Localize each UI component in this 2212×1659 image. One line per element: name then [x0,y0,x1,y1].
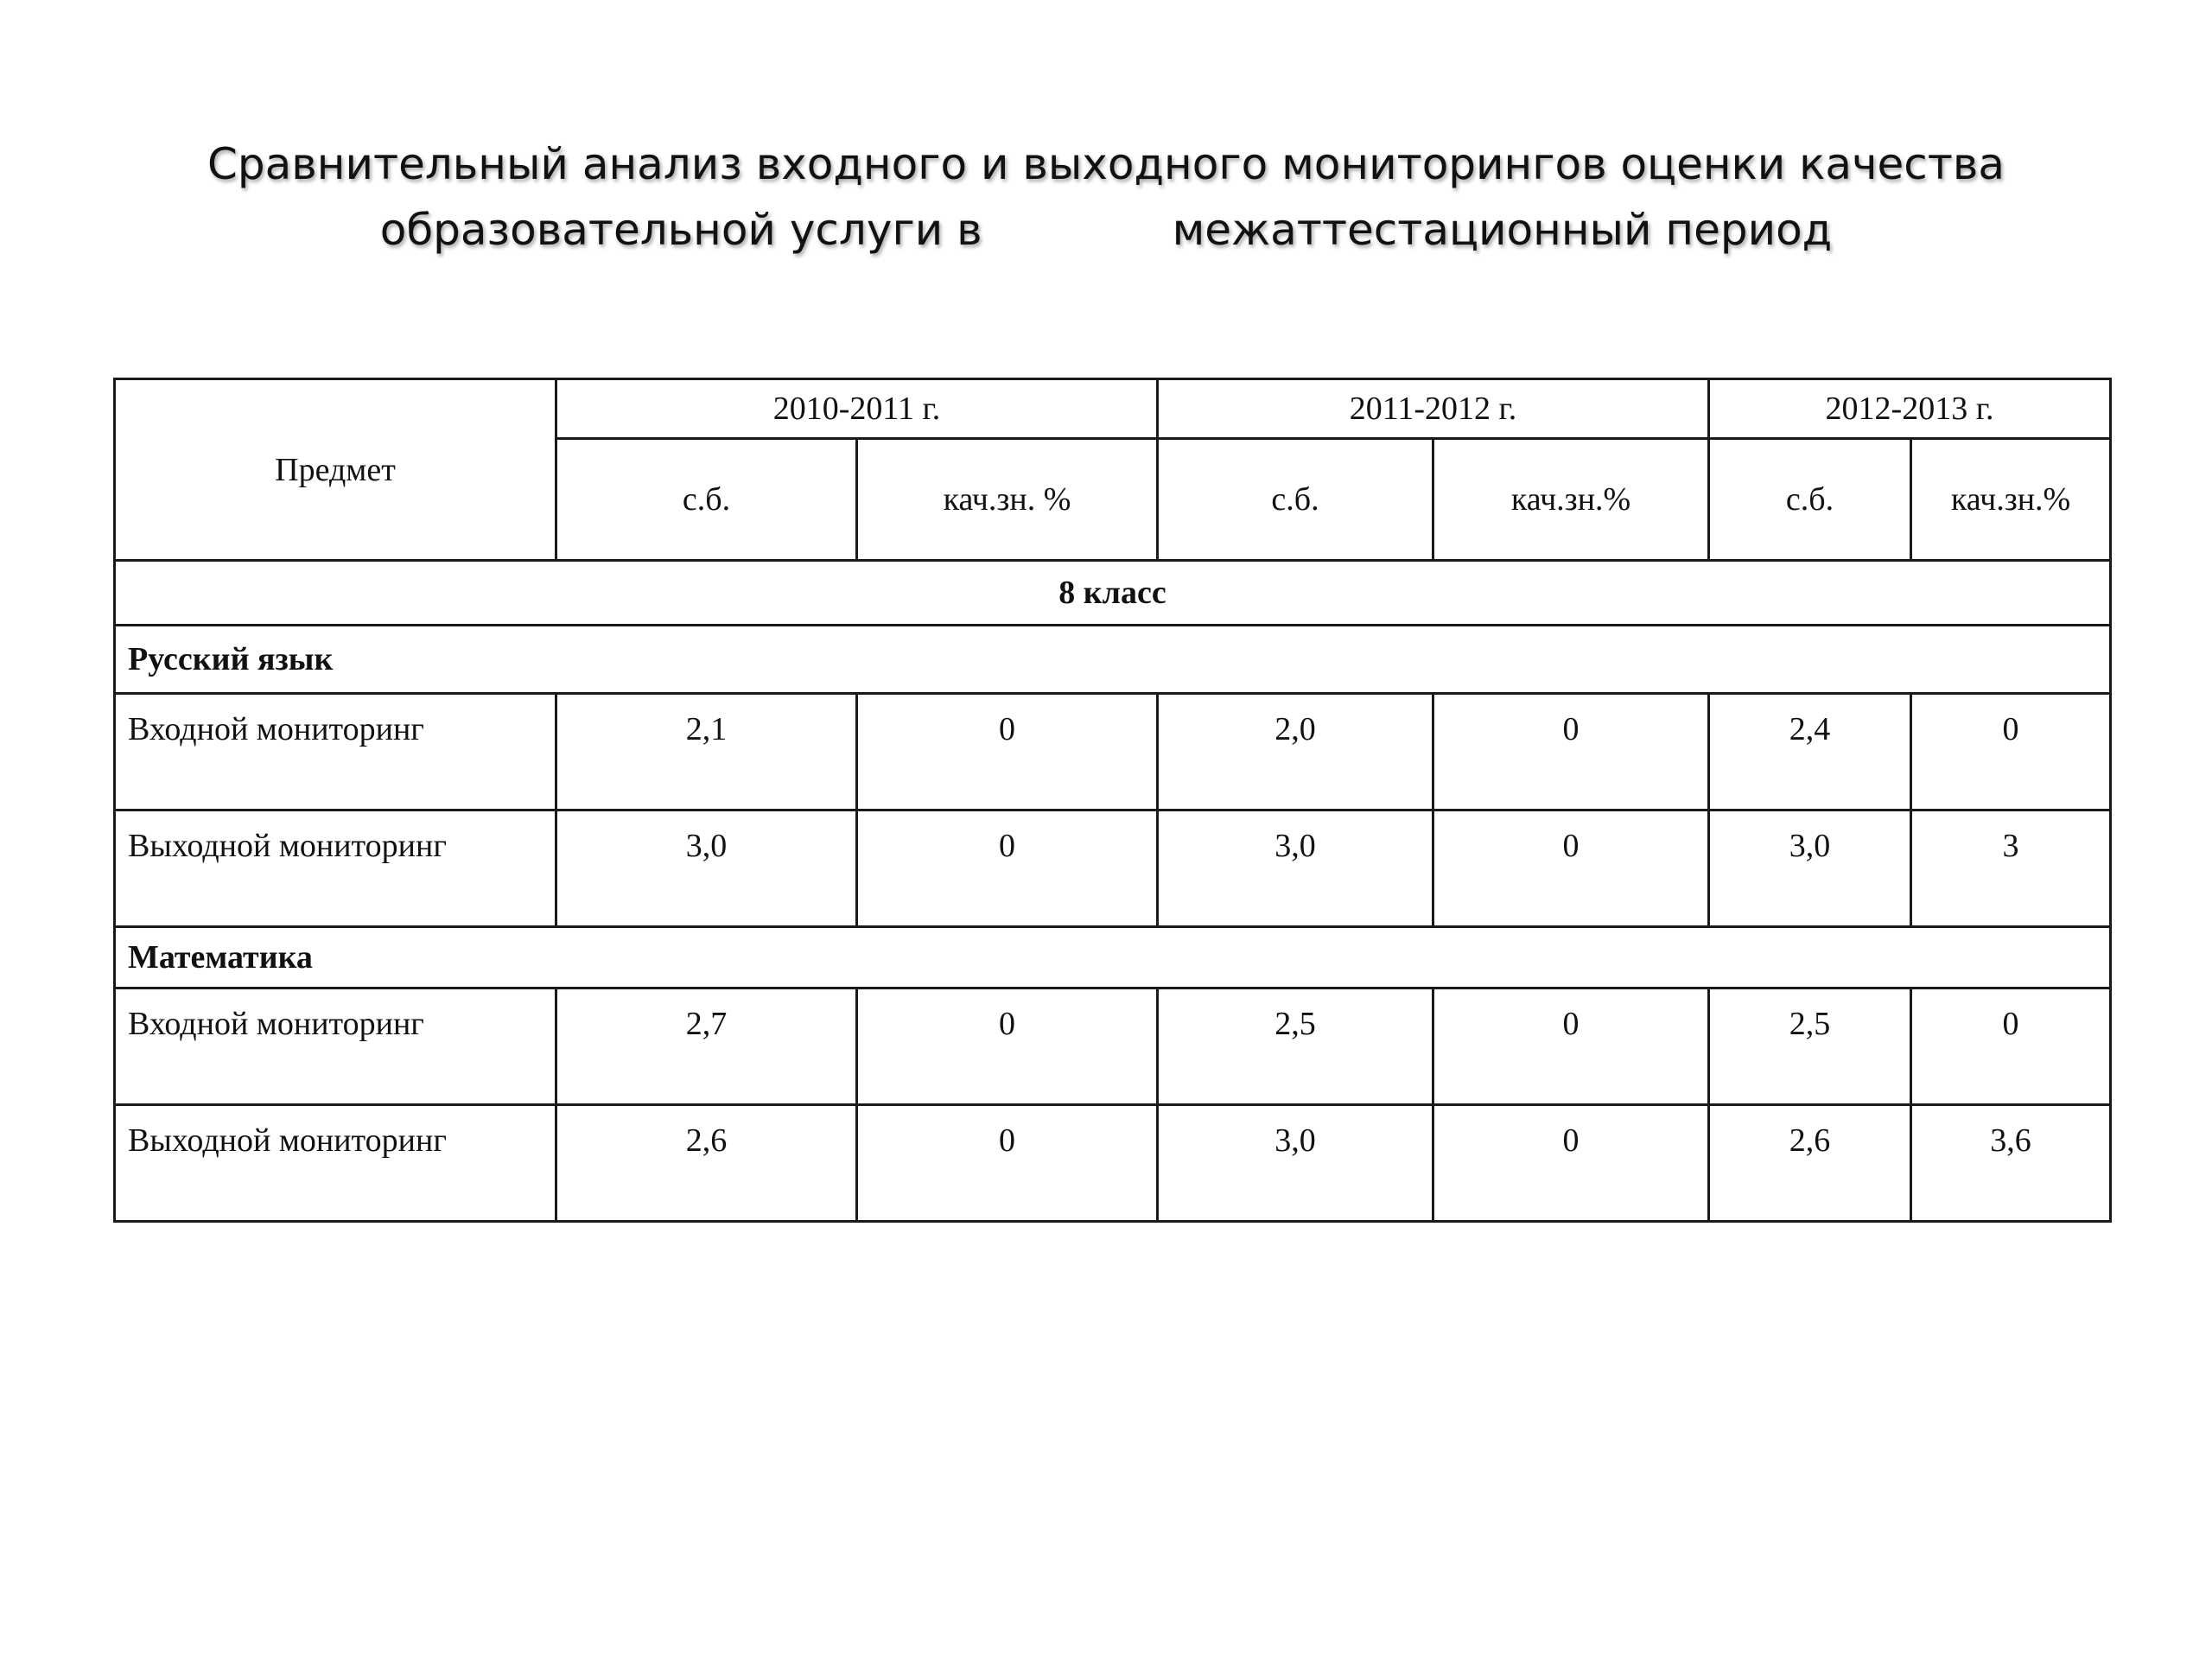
table-row [115,810,2111,927]
table-cell: 2,5 [1158,988,1433,1105]
table-cell: 3,6 [1911,1105,2111,1222]
year-header-2011-2012: 2011-2012 г. [1158,379,1709,439]
year-header-2012-2013: 2012-2013 г. [1709,379,2111,439]
table-cell: 2,6 [556,1105,857,1222]
table-cell: 0 [1433,988,1709,1105]
subject-header: Предмет [115,379,556,561]
table-cell: 2,6 [1709,1105,1911,1222]
page-title [0,131,2212,263]
table-cell: 0 [857,1105,1158,1222]
subject-row-math [115,927,2111,988]
row-label: Выходной мониторинг [115,810,556,927]
subheader-cell: кач.зн.% [1911,439,2111,561]
row-label: Входной мониторинг [115,694,556,810]
table-cell: 0 [857,988,1158,1105]
table-cell: 0 [857,694,1158,810]
row-label: Выходной мониторинг [115,1105,556,1222]
table-cell: 2,1 [556,694,857,810]
title-line-2-right: межаттестационный период [1172,205,1833,255]
header-row-years [115,379,2111,439]
class-row [115,561,2111,626]
subheader-cell: кач.зн. % [857,439,1158,561]
subject-row-russian [115,626,2111,694]
table-cell: 0 [1911,694,2111,810]
subject-label: Математика [115,927,2111,988]
class-label: 8 класс [115,561,2111,626]
table-cell: 0 [1433,810,1709,927]
year-header-2010-2011: 2010-2011 г. [556,379,1158,439]
subheader-cell: с.б. [556,439,857,561]
table-cell: 2,5 [1709,988,1911,1105]
table-cell: 0 [1433,1105,1709,1222]
title-line-2-left: образовательной услуги в [379,205,982,255]
table-cell: 3,0 [556,810,857,927]
table-cell: 0 [857,810,1158,927]
table-cell: 0 [1911,988,2111,1105]
row-label: Входной мониторинг [115,988,556,1105]
title-line-2 [0,197,2212,263]
table-row [115,1105,2111,1222]
table-cell: 2,4 [1709,694,1911,810]
table-row [115,988,2111,1105]
table-cell: 3,0 [1158,1105,1433,1222]
subheader-cell: с.б. [1158,439,1433,561]
subheader-cell: кач.зн.% [1433,439,1709,561]
title-line-1: Сравнительный анализ входного и выходного мониторингов оценки качества [207,139,2005,189]
table-cell: 3,0 [1158,810,1433,927]
table-row [115,694,2111,810]
subject-label: Русский язык [115,626,2111,694]
table-cell: 2,7 [556,988,857,1105]
table-cell: 3 [1911,810,2111,927]
monitoring-table [113,378,2112,1223]
subheader-cell: с.б. [1709,439,1911,561]
table-cell: 0 [1433,694,1709,810]
table-cell: 2,0 [1158,694,1433,810]
table-cell: 3,0 [1709,810,1911,927]
